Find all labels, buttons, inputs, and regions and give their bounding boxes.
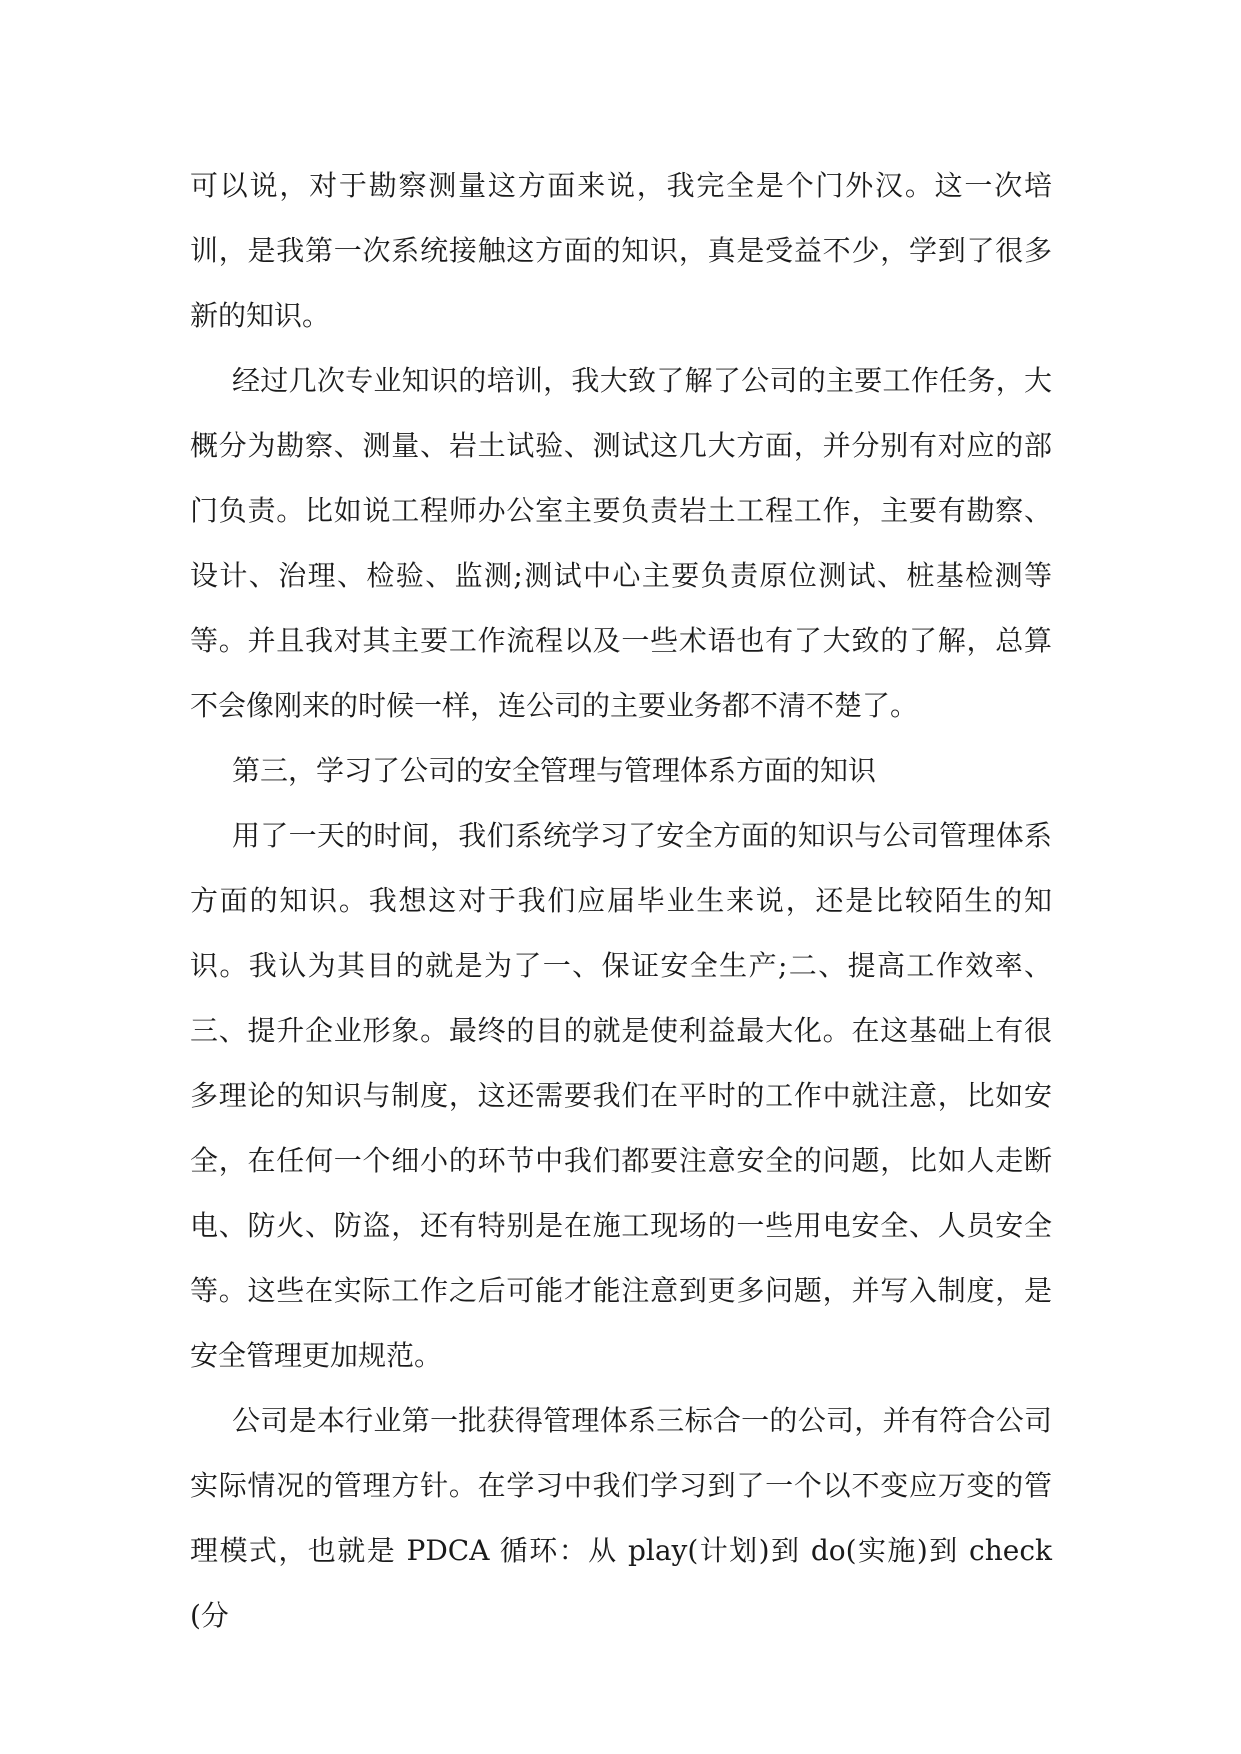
paragraph-4: 用了一天的时间，我们系统学习了安全方面的知识与公司管理体系方面的知识。我想这对于我们应届毕业生来说，还是比较陌生的知识。我认为其目的就是为了一、保证安全生产;二、提高工作效率、三、提升企业形象。最终的目的就是使利益最大化。在这基础上有很多理论的知识与制度，这还需要我们在平时的工作中就注意，比如安全，在任何一个细小的环节中我们都要注意安全的问题，比如人走断电、防火、防盗，还有特别是在施工现场的一些用电安全、人员安全等。这些在实际工作之后可能才能注意到更多问题，并写入制度，是安全管理更加规范。 xyxy=(190,819,1052,1372)
paragraph-5: 公司是本行业第一批获得管理体系三标合一的公司，并有符合公司实际情况的管理方针。在学习中我们学习到了一个以不变应万变的管理模式，也就是 PDCA 循环：从 play(计划)到 do(实施)到 check(分 xyxy=(190,1404,1052,1632)
document-body xyxy=(190,153,1052,1648)
paragraph-1: 可以说，对于勘察测量这方面来说，我完全是个门外汉。这一次培训，是我第一次系统接触这方面的知识，真是受益不少，学到了很多新的知识。 xyxy=(190,169,1052,332)
paragraph-2: 经过几次专业知识的培训，我大致了解了公司的主要工作任务，大概分为勘察、测量、岩土试验、测试这几大方面，并分别有对应的部门负责。比如说工程师办公室主要负责岩土工程工作，主要有勘察、设计、治理、检验、监测;测试中心主要负责原位测试、桩基检测等等。并且我对其主要工作流程以及一些术语也有了大致的了解，总算不会像刚来的时候一样，连公司的主要业务都不清不楚了。 xyxy=(190,364,1052,722)
paragraph-3-heading: 第三，学习了公司的安全管理与管理体系方面的知识 xyxy=(232,754,877,787)
